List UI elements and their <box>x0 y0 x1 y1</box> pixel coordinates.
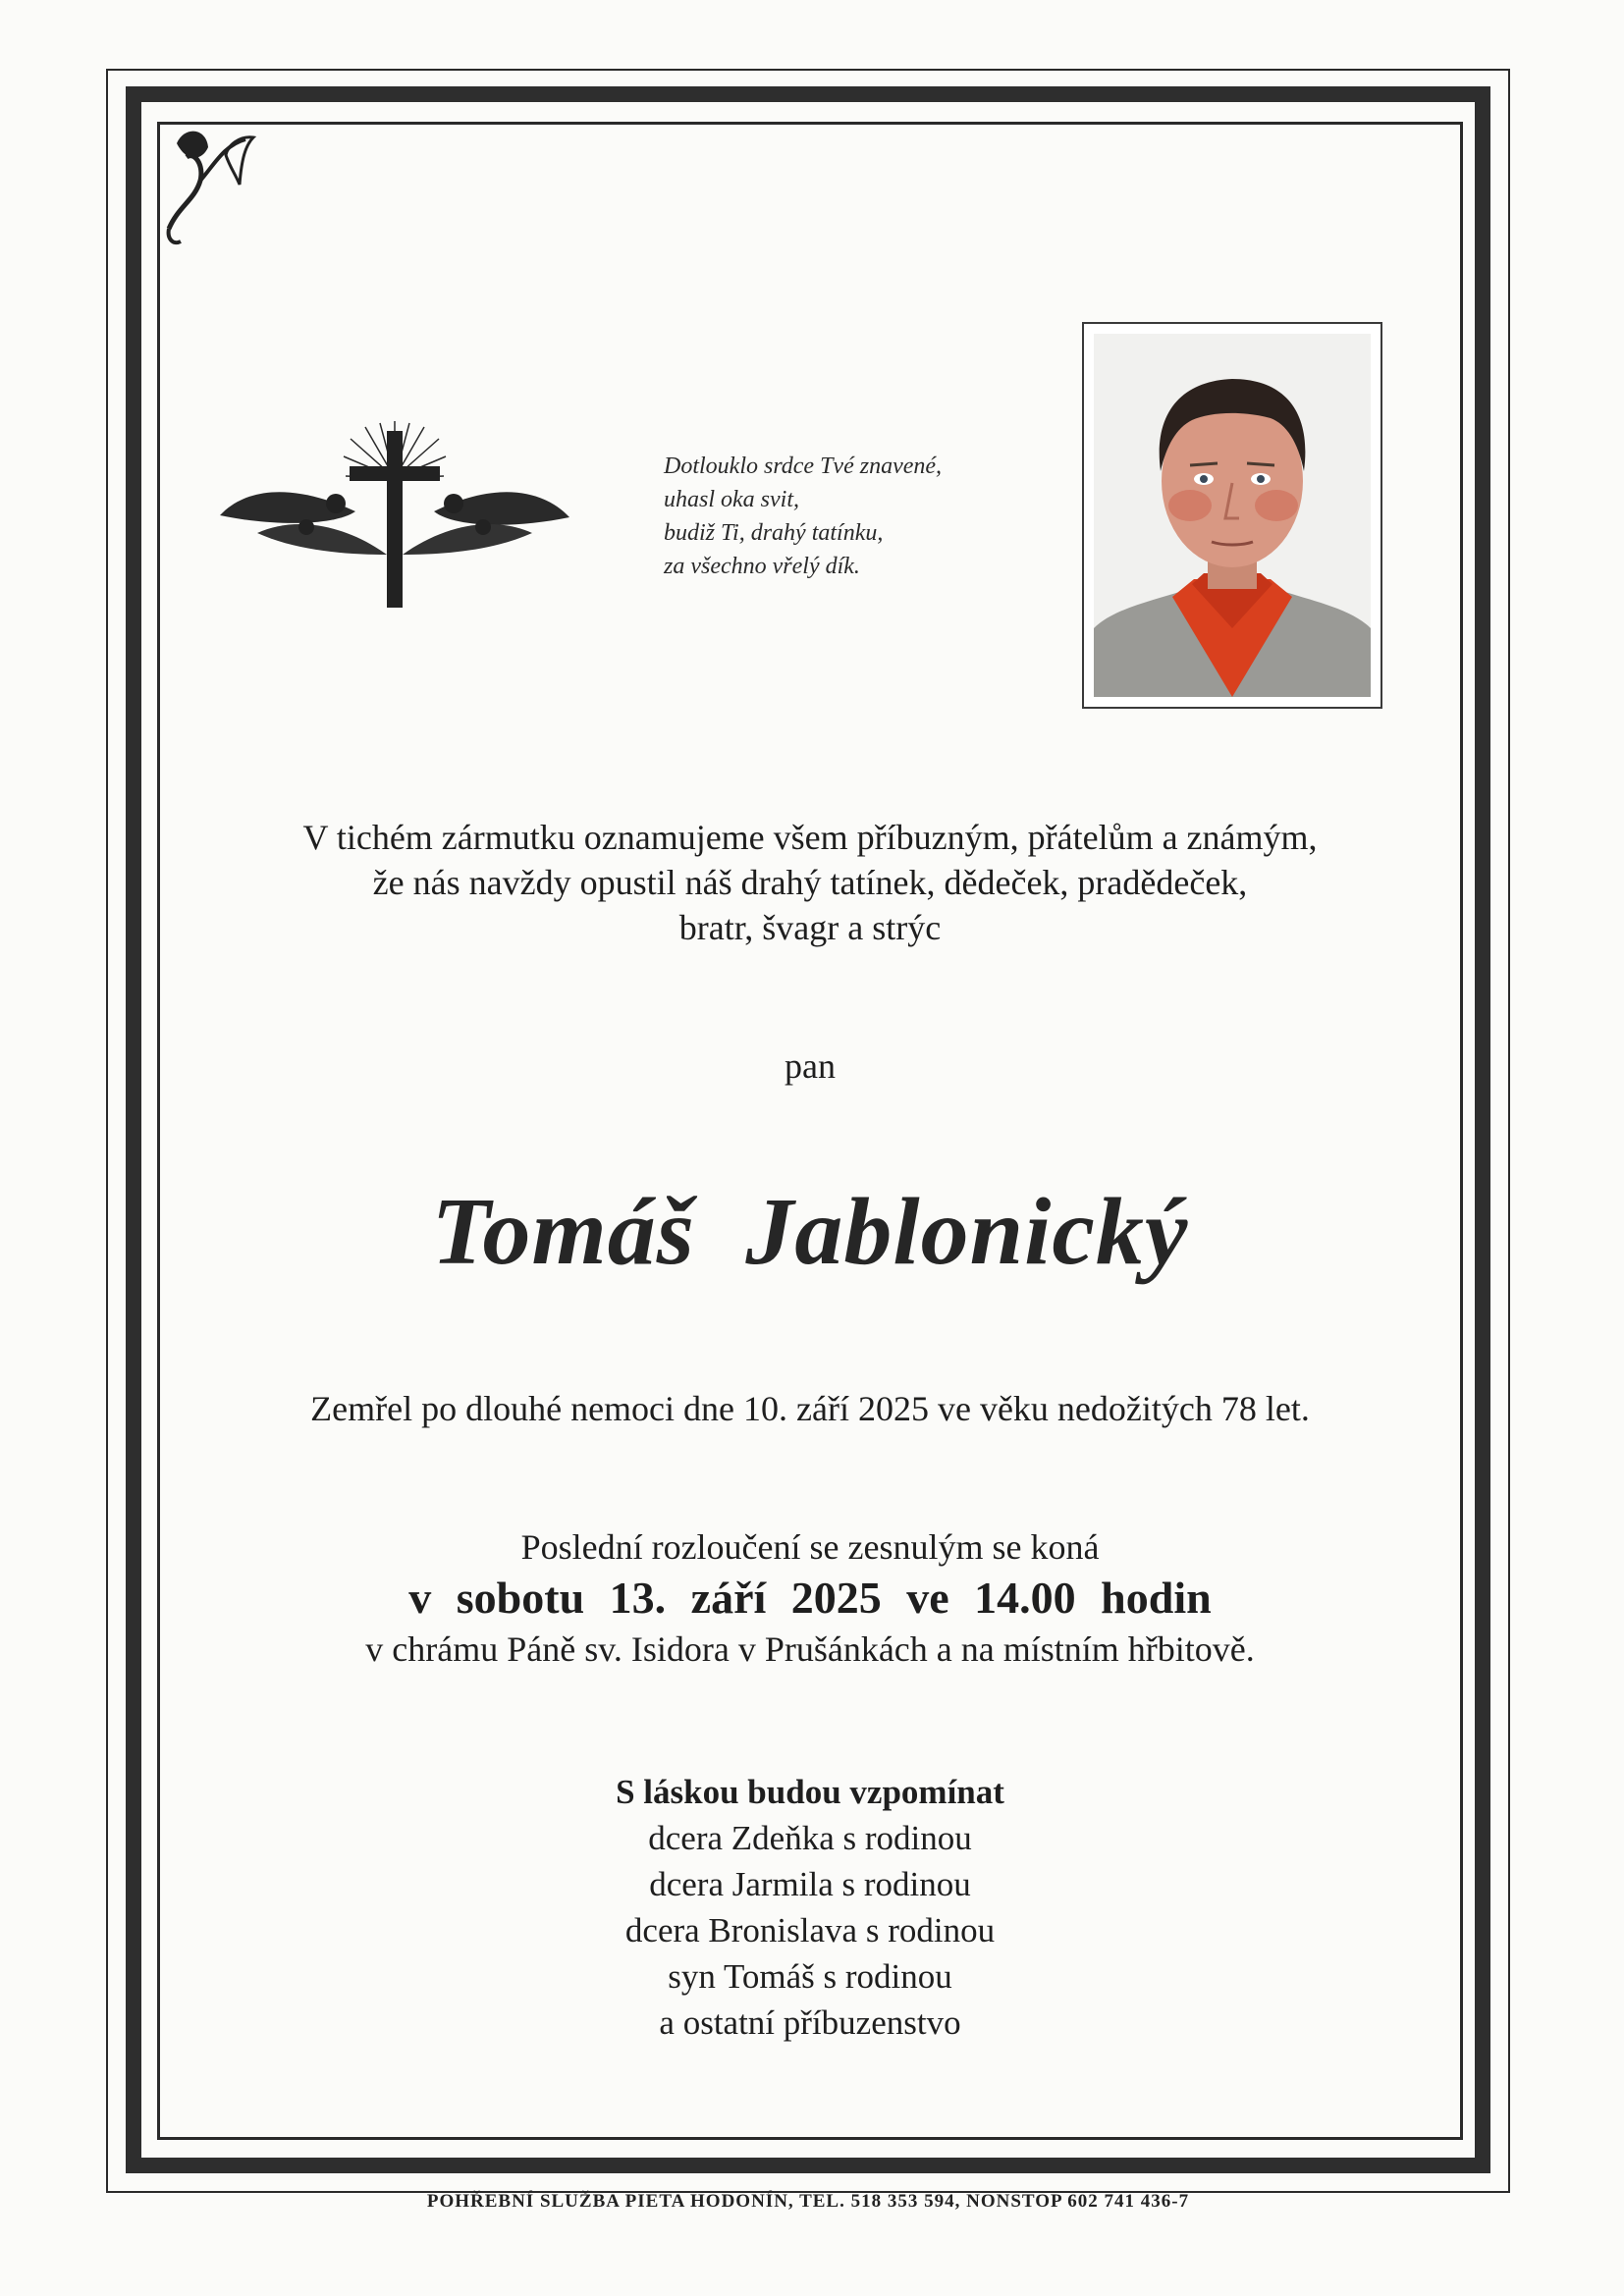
portrait-photo <box>1094 334 1371 697</box>
mourner-item: dcera Bronislava s rodinou <box>624 1911 996 1949</box>
mourners-list <box>157 1769 1463 2046</box>
deceased-name: Tomáš Jablonický <box>431 1179 1189 1285</box>
mourner-item: dcera Zdeňka s rodinou <box>648 1819 972 1857</box>
lily-ornament-icon <box>157 116 295 253</box>
mourner-item: syn Tomáš s rodinou <box>668 1957 952 1996</box>
mourner-item: dcera Jarmila s rodinou <box>649 1865 971 1903</box>
poem-line: uhasl oka svit, <box>664 487 799 512</box>
death-notice: Zemřel po dlouhé nemoci dne 10. září 2025 ve věku nedožitých 78 let. <box>310 1389 1310 1428</box>
poem-line: budiž Ti, drahý tatínku, <box>664 520 884 546</box>
memorial-poem <box>664 450 1037 583</box>
announcement-line: že nás navždy opustil náš drahý tatínek, dědeček, pradědeček, <box>372 863 1248 902</box>
poem-line: za všechno vřelý dík. <box>664 554 860 579</box>
announcement-line: bratr, švagr a strýc <box>678 908 942 947</box>
cross-wreath-icon <box>218 417 571 614</box>
announcement-line: V tichém zármutku oznamujeme všem příbuzným, přátelům a známým, <box>302 818 1318 857</box>
funeral-intro: Poslední rozloučení se zesnulým se koná <box>520 1527 1100 1567</box>
funeral-service-footer: POHŘEBNÍ SLUŽBA PIETA HODONÍN, TEL. 518 353 594, NONSTOP 602 741 436-7 <box>426 2191 1190 2212</box>
funeral-details <box>157 1524 1463 1672</box>
funeral-place: v chrámu Páně sv. Isidora v Prušánkách a na místním hřbitově. <box>365 1629 1255 1669</box>
portrait-frame <box>1082 322 1382 709</box>
mourners-heading: S láskou budou vzpomínat <box>616 1773 1004 1811</box>
honorific: pan <box>785 1046 836 1086</box>
funeral-datetime: v sobotu 13. září 2025 ve 14.00 hodin <box>408 1573 1212 1623</box>
mourner-item: a ostatní příbuzenstvo <box>659 2003 961 2042</box>
announcement-text <box>157 815 1463 950</box>
poem-line: Dotlouklo srdce Tvé znavené, <box>664 454 943 479</box>
